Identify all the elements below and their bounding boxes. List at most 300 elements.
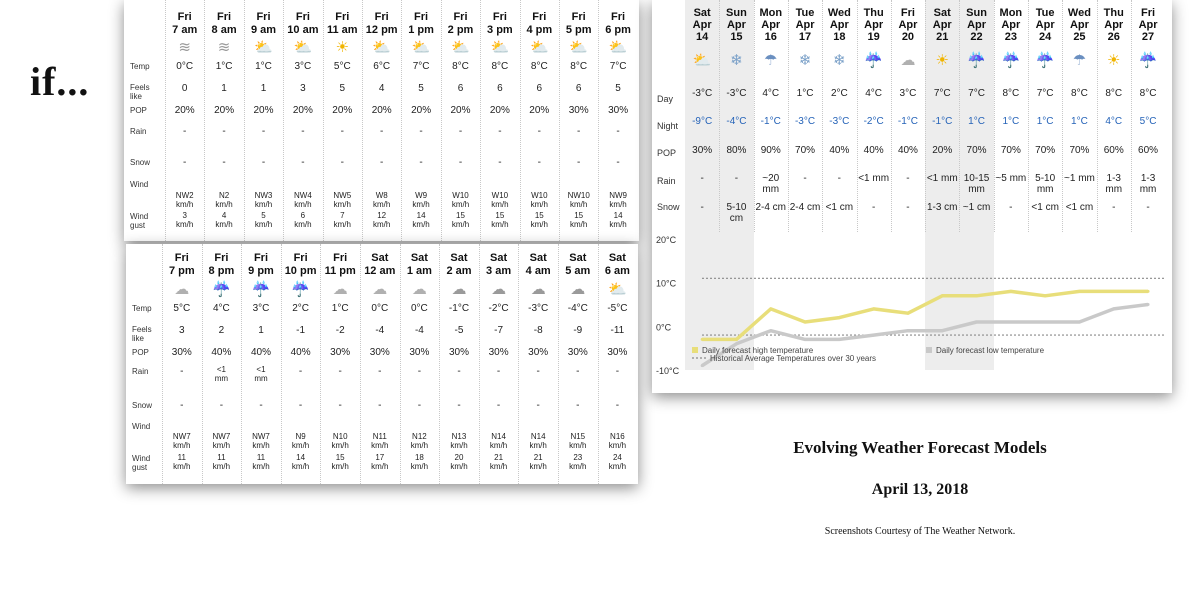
row-label-day: Day <box>657 94 674 104</box>
pop-value: 60% <box>1138 145 1159 156</box>
pop-value: 20% <box>529 105 550 116</box>
snow-value: - <box>458 157 463 168</box>
rain-value: - <box>616 126 620 137</box>
night-temp-value: -9°C <box>692 116 713 127</box>
day-temp-value: 2°C <box>830 88 848 99</box>
cloudy-night-icon: ☁ <box>570 281 586 298</box>
wind-value: NW5 km/h <box>333 191 352 209</box>
snow-value: 5-10 cm <box>726 202 747 224</box>
hour-header: Sat 12 am <box>364 252 396 277</box>
temp-value: 1°C <box>255 61 272 72</box>
snow-value: 1-3 cm <box>926 202 958 213</box>
day-temp-value: -3°C <box>726 88 747 99</box>
temp-value: 1°C <box>331 303 349 314</box>
wind-value: NW2 km/h <box>175 191 194 209</box>
legend-label-high: Daily forecast high temperature <box>702 346 814 355</box>
low-temp-point <box>804 338 807 341</box>
wind-value: W8 km/h <box>373 191 391 209</box>
row-label-wind-gust: Wind gust <box>132 454 151 472</box>
hour-header: Fri 8 am <box>211 11 237 36</box>
snow-value: - <box>301 157 305 168</box>
rain-value: ~20 mm <box>762 173 780 195</box>
row-label-feels-like: Feels like <box>132 325 152 343</box>
high-temp-point <box>872 307 875 310</box>
pop-value: 30% <box>330 347 351 358</box>
day-header: Wed Apr 25 <box>1067 7 1091 43</box>
row-label-snow: Snow <box>132 401 153 410</box>
pop-value: 70% <box>795 145 816 156</box>
wind-gust-value: 20 km/h <box>450 453 468 471</box>
feels-like-value: 6 <box>497 83 503 94</box>
cloudy-icon: ☁ <box>332 281 348 298</box>
hour-header: Fri 11 pm <box>324 252 356 277</box>
day-header: Thu Apr 26 <box>1103 7 1124 43</box>
snow-value: - <box>380 157 384 168</box>
hour-header: Fri 12 pm <box>365 11 398 36</box>
rain-value: - <box>537 126 541 137</box>
feels-like-value: -5 <box>454 325 464 336</box>
night-temp-value: -1°C <box>760 116 781 127</box>
rain-value: - <box>576 366 580 377</box>
rain-icon: ☔ <box>1001 52 1021 69</box>
day-header: Wed Apr 18 <box>827 7 851 43</box>
feels-like-value: -1 <box>296 325 306 336</box>
snow-value: - <box>457 400 461 411</box>
pop-value: 30% <box>567 347 588 358</box>
hour-header: Sat 6 am <box>604 252 630 277</box>
slide-credit: Screenshots Courtesy of The Weather Network. <box>824 526 1016 537</box>
low-temp-point <box>872 334 875 337</box>
feels-like-value: -9 <box>573 325 583 336</box>
temp-value: 0°C <box>410 303 428 314</box>
wind-gust-value: 15 km/h <box>331 453 349 471</box>
y-tick-label: 20°C <box>656 235 677 245</box>
rain-value: ~1 mm <box>1064 173 1095 184</box>
temp-value: 5°C <box>333 61 351 72</box>
rain-value: - <box>180 366 184 377</box>
wind-value: NW4 km/h <box>293 191 312 209</box>
temp-value: 5°C <box>173 303 191 314</box>
pop-value: 40% <box>829 145 850 156</box>
legend-label-average: Historical Average Temperatures over 30 years <box>710 354 877 363</box>
snow-value: - <box>496 400 501 411</box>
hour-header: Sat 2 am <box>446 252 472 277</box>
snow-value: - <box>183 157 187 168</box>
rain-value: - <box>615 366 620 377</box>
cloudy-night-icon: ☁ <box>530 281 546 298</box>
snow-value: - <box>615 400 620 411</box>
partly-sunny-icon: ⛅ <box>372 39 392 56</box>
snow-value: - <box>577 157 581 168</box>
wind-gust-value: 6 km/h <box>294 211 312 229</box>
temp-value: -4°C <box>567 303 588 314</box>
pop-value: 20% <box>253 105 274 116</box>
rain-value: - <box>301 126 305 137</box>
rain-value: 1-3 mm <box>1139 173 1157 195</box>
partly-sunny-icon: ⛅ <box>569 39 589 56</box>
wind-value: W9 km/h <box>412 191 430 209</box>
hour-header: Sat 5 am <box>565 252 591 277</box>
rain-icon: ☔ <box>967 52 986 69</box>
pop-value: 40% <box>250 347 271 358</box>
wind-gust-value: 12 km/h <box>373 211 391 229</box>
rain-value: - <box>340 126 344 137</box>
rain-value: <1 mm <box>858 173 890 184</box>
snow-icon: ❄ <box>798 52 812 69</box>
snow-value: - <box>222 157 226 168</box>
snow-value: - <box>259 400 263 411</box>
high-temp-point <box>838 316 841 319</box>
night-temp-value: 1°C <box>1002 116 1020 127</box>
partly-sunny-icon: ⛅ <box>293 39 313 56</box>
snow-value: - <box>340 157 344 168</box>
y-tick-label: -10°C <box>656 366 680 376</box>
cloudy-icon: ☁ <box>174 281 190 298</box>
rain-value: - <box>536 366 540 377</box>
rain-value: <1 mm <box>254 365 268 383</box>
rain-icon: ☔ <box>864 52 883 69</box>
day-header: Sun Apr 22 <box>966 7 987 43</box>
hour-header: Sat 3 am <box>486 252 512 277</box>
hour-header: Fri 9 pm <box>248 252 274 277</box>
temp-value: -5°C <box>607 303 628 314</box>
day-header: Fri Apr 20 <box>898 7 918 43</box>
cloudy-icon: ☁ <box>411 281 427 298</box>
rain-value: - <box>837 173 841 184</box>
cloudy-night-icon: ☁ <box>451 281 467 298</box>
wind-gust-value: 11 km/h <box>173 453 191 471</box>
snow-value: - <box>180 400 184 411</box>
wind-gust-value: 4 km/h <box>215 211 233 229</box>
pop-value: 30% <box>692 145 713 156</box>
hour-header: Fri 2 pm <box>447 11 474 36</box>
rain-value: - <box>338 366 342 377</box>
wind-value: NW7 km/h <box>172 432 191 450</box>
rain-value: 10-15 mm <box>963 173 990 195</box>
low-temp-point <box>975 321 978 324</box>
cloudy-icon: ☁ <box>372 281 388 298</box>
hourly-forecast-panel-bottom <box>126 244 638 484</box>
wind-gust-value: 3 km/h <box>176 211 194 229</box>
rain-value: 1-3 mm <box>1105 173 1123 195</box>
day-temp-value: 8°C <box>1105 88 1123 99</box>
rain-value: - <box>380 126 384 137</box>
snow-value: - <box>419 157 423 168</box>
partly-sunny-icon: ⛅ <box>692 52 712 69</box>
temp-value: 3°C <box>252 303 270 314</box>
pop-value: 20% <box>214 105 235 116</box>
pop-value: 40% <box>290 347 311 358</box>
partly-sunny-icon: ⛅ <box>254 39 273 56</box>
row-label-pop: POP <box>130 106 147 115</box>
pop-value: 60% <box>1103 145 1124 156</box>
rain-icon: ☔ <box>1035 52 1055 69</box>
feels-like-value: 1 <box>258 325 264 336</box>
hour-header: Fri 7 pm <box>168 252 195 277</box>
day-temp-value: -3°C <box>692 88 713 99</box>
high-temp-point <box>941 294 944 297</box>
temp-value: 0°C <box>371 303 389 314</box>
hour-header: Sat 1 am <box>406 252 432 277</box>
day-temp-value: 8°C <box>1071 88 1088 99</box>
temp-value: 3°C <box>294 61 312 72</box>
temp-value: 0°C <box>176 61 194 72</box>
rain-value: - <box>261 126 266 137</box>
night-temp-value: 1°C <box>968 116 985 127</box>
snow-value: - <box>576 400 580 411</box>
temp-value: -1°C <box>448 303 470 314</box>
feels-like-value: 4 <box>378 83 385 94</box>
temp-value: 7°C <box>412 61 430 72</box>
row-label-night: Night <box>657 121 679 131</box>
feels-like-value: 0 <box>181 83 188 94</box>
pop-value: 20% <box>411 105 432 116</box>
hourly-grid-top <box>124 0 639 241</box>
wind-gust-value: 5 km/h <box>254 211 273 229</box>
pop-value: 20% <box>332 105 353 116</box>
rain-value: <1 mm <box>926 173 958 184</box>
wind-value: N9 km/h <box>291 432 310 450</box>
temperature-chart <box>652 0 1172 393</box>
partly-sunny-icon: ⛅ <box>490 39 510 56</box>
high-temp-point <box>1147 290 1150 293</box>
wind-gust-value: 18 km/h <box>410 453 429 471</box>
partly-sunny-icon: ⛅ <box>608 281 627 298</box>
wind-value: N12 km/h <box>410 432 429 450</box>
row-label-temp: Temp <box>130 62 150 71</box>
temp-value: 8°C <box>570 61 588 72</box>
low-temp-point <box>1009 321 1012 324</box>
feels-like-value: -4 <box>375 325 385 336</box>
rain-value: - <box>458 126 463 137</box>
day-temp-value: 7°C <box>1036 88 1054 99</box>
snow-value: - <box>261 157 266 168</box>
night-temp-value: -1°C <box>932 116 953 127</box>
feels-like-value: -4 <box>414 325 424 336</box>
pop-value: 40% <box>863 145 884 156</box>
pop-value: 30% <box>528 347 549 358</box>
high-temp-point <box>1078 290 1081 293</box>
temp-value: 7°C <box>609 61 627 72</box>
high-temp-point <box>975 294 978 297</box>
slide-title: Evolving Weather Forecast Models <box>793 438 1047 457</box>
feels-like-value: 3 <box>300 83 306 94</box>
y-tick-label: 0°C <box>656 322 672 333</box>
rain-value: ~5 mm <box>995 173 1027 184</box>
day-header: Sun Apr 15 <box>726 7 747 43</box>
high-temp-point <box>1009 290 1012 293</box>
sunny-icon: ☀ <box>935 52 949 69</box>
feels-like-value: 6 <box>536 83 543 94</box>
pop-value: 70% <box>1000 145 1021 156</box>
day-temp-value: 4°C <box>762 88 780 99</box>
wind-value: W10 km/h <box>451 191 470 209</box>
day-temp-value: 4°C <box>865 88 883 99</box>
temp-value: 8°C <box>530 61 548 72</box>
wind-value: N14 km/h <box>489 432 508 450</box>
wind-gust-value: 14 km/h <box>291 453 310 471</box>
snow-value: - <box>498 157 502 168</box>
pop-value: 30% <box>171 347 192 358</box>
legend-swatch-high <box>692 347 698 353</box>
night-temp-value: 5°C <box>1139 116 1157 127</box>
snow-icon: ❄ <box>833 52 846 69</box>
snow-value: 2-4 cm <box>789 202 821 213</box>
wind-value: N14 km/h <box>529 432 547 450</box>
partly-sunny-icon: ⛅ <box>608 39 628 56</box>
snow-value: - <box>338 400 342 411</box>
snow-value: - <box>1146 202 1150 213</box>
rain-value: - <box>378 366 382 377</box>
wind-gust-value: 15 km/h <box>491 211 509 229</box>
snow-value: 2-4 cm <box>755 202 787 213</box>
feels-like-value: 1 <box>221 83 227 94</box>
snow-value: <1 cm <box>825 202 854 213</box>
rain-value: - <box>417 366 422 377</box>
night-temp-value: -2°C <box>863 116 884 127</box>
snow-value: - <box>1112 202 1116 213</box>
row-label-temp: Temp <box>132 304 152 313</box>
hour-header: Fri 6 pm <box>605 11 631 36</box>
rain-value: - <box>734 173 739 184</box>
low-temp-point <box>838 338 841 341</box>
rain-value: - <box>498 126 502 137</box>
feels-like-value: 5 <box>339 83 346 94</box>
cloudy-icon: ☁ <box>900 52 916 69</box>
feels-like-value: 3 <box>179 325 185 336</box>
wind-gust-value: 21 km/h <box>529 453 547 471</box>
hour-header: Fri 3 pm <box>487 11 513 36</box>
temp-value: 8°C <box>491 61 509 72</box>
row-label-pop: POP <box>657 148 677 158</box>
row-label-wind: Wind <box>130 180 149 189</box>
feels-like-value: 5 <box>615 83 621 94</box>
temp-value: 8°C <box>452 61 469 72</box>
low-temp-point <box>941 329 944 332</box>
hour-header: Fri 5 pm <box>565 11 592 36</box>
wind-value: NW9 km/h <box>609 191 627 209</box>
feels-like-value: -11 <box>610 325 625 336</box>
pop-value: 20% <box>174 105 195 116</box>
wind-value: NW7 km/h <box>252 432 270 450</box>
pop-value: 80% <box>726 145 747 156</box>
wind-value: W10 km/h <box>530 191 548 209</box>
slide-date: April 13, 2018 <box>871 481 969 498</box>
day-temp-value: 3°C <box>899 88 917 99</box>
snow-value: ~1 cm <box>962 202 991 213</box>
temp-value: -3°C <box>528 303 549 314</box>
low-temp-point <box>701 364 704 367</box>
day-header: Mon Apr 16 <box>759 7 783 43</box>
legend-swatch-low <box>926 347 932 353</box>
high-temp-point <box>769 307 772 310</box>
pop-value: 30% <box>568 105 589 116</box>
feels-like-value: 5 <box>418 83 424 94</box>
snow-value: <1 cm <box>1031 202 1059 213</box>
sunny-icon: ☀ <box>335 39 350 56</box>
wind-gust-value: 15 km/h <box>570 211 588 229</box>
row-label-rain: Rain <box>130 127 147 136</box>
day-header: Tue Apr 17 <box>795 7 815 43</box>
wind-gust-value: 11 km/h <box>212 453 231 471</box>
pop-value: 30% <box>369 347 390 358</box>
hour-header: Fri 11 am <box>326 11 358 36</box>
pop-value: 30% <box>448 347 469 358</box>
day-header: Thu Apr 19 <box>863 7 884 43</box>
rain-icon: ☔ <box>212 281 231 298</box>
feels-like-value: 1 <box>260 83 267 94</box>
row-label-feels-like: Feels like <box>130 83 150 101</box>
hour-header: Fri 4 pm <box>526 11 553 36</box>
snow-value: - <box>417 400 422 411</box>
pop-value: 30% <box>409 347 430 358</box>
hour-header: Fri 8 pm <box>208 252 235 277</box>
wind-gust-value: 15 km/h <box>451 211 470 229</box>
feels-like-value: -2 <box>335 325 345 336</box>
snow-value: - <box>1009 202 1013 213</box>
wind-value: N15 km/h <box>569 432 587 450</box>
fog-icon: ≋ <box>217 39 231 56</box>
low-temp-point <box>735 342 738 345</box>
day-temp-value: 7°C <box>933 88 951 99</box>
row-label-rain: Rain <box>132 367 149 376</box>
day-header: Sat Apr 21 <box>932 7 952 43</box>
snow-value: - <box>298 400 303 411</box>
wind-gust-value: 11 km/h <box>252 453 270 471</box>
rain-icon: ☔ <box>251 281 271 298</box>
cloudy-night-icon: ☁ <box>491 281 507 298</box>
pop-value: 30% <box>607 347 628 358</box>
day-header: Fri Apr 27 <box>1138 7 1158 43</box>
day-temp-value: 1°C <box>796 88 814 99</box>
pop-value: 20% <box>292 105 313 116</box>
pop-value: 20% <box>489 105 510 116</box>
high-temp-point <box>735 338 738 341</box>
pop-value: 70% <box>966 145 987 156</box>
mixed-precip-icon: ☂ <box>764 52 778 69</box>
hour-header: Fri 9 am <box>250 11 277 36</box>
wind-value: N10 km/h <box>331 432 349 450</box>
snow-value: - <box>871 202 876 213</box>
low-temp-point <box>1078 321 1081 324</box>
pop-value: 40% <box>211 347 232 358</box>
low-temp-point <box>1112 307 1115 310</box>
hourly-forecast-panel-top <box>124 0 639 241</box>
row-label-wind: Wind <box>132 422 151 431</box>
feels-like-value: 6 <box>457 83 464 94</box>
day-temp-value: 8°C <box>1002 88 1020 99</box>
partly-sunny-icon: ⛅ <box>411 39 431 56</box>
low-temp-point <box>906 329 909 332</box>
day-temp-value: 7°C <box>968 88 985 99</box>
daily-forecast-panel <box>652 0 1172 393</box>
wind-value: W10 km/h <box>491 191 509 209</box>
day-header: Sat Apr 14 <box>692 7 712 43</box>
hour-header: Fri 1 pm <box>408 11 434 36</box>
rain-value: - <box>577 126 581 137</box>
rain-icon: ☔ <box>291 281 310 298</box>
day-temp-value: 8°C <box>1139 88 1157 99</box>
rain-value: - <box>419 126 423 137</box>
night-temp-value: 4°C <box>1105 116 1123 127</box>
pop-value: 30% <box>608 105 629 116</box>
night-temp-value: 1°C <box>1071 116 1088 127</box>
wind-gust-value: 21 km/h <box>489 453 508 471</box>
pop-value: 40% <box>897 145 918 156</box>
wind-value: N2 km/h <box>215 191 233 209</box>
wind-gust-value: 7 km/h <box>333 211 351 229</box>
row-label-pop: POP <box>132 348 149 357</box>
